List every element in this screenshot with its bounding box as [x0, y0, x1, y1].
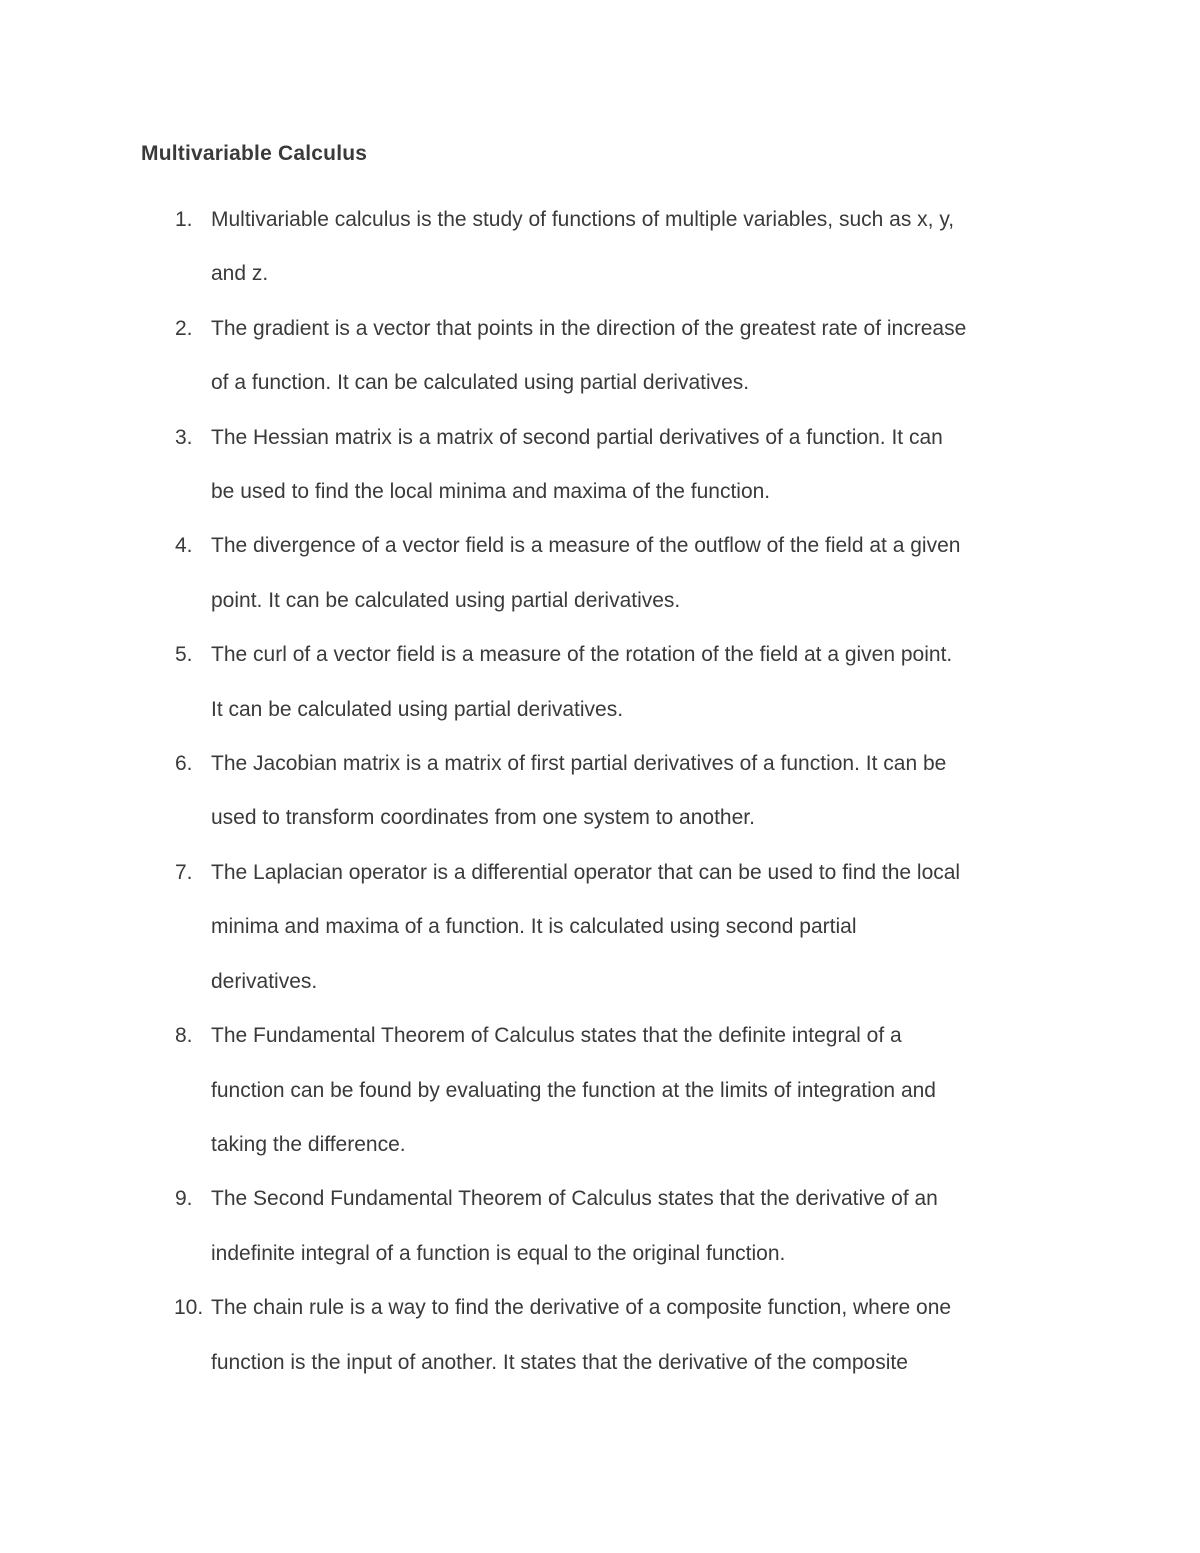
list-item — [0, 193, 1200, 302]
document-title: Multivariable Calculus — [141, 142, 368, 165]
list-item-line: taking the difference. — [211, 1132, 406, 1156]
list-item-text — [211, 846, 1071, 1009]
list-item-line: used to transform coordinates from one system to another. — [211, 806, 755, 830]
list-item-line: of a function. It can be calculated using partial derivatives. — [211, 371, 750, 395]
list-item-line: function can be found by evaluating the function at the limits of integration and — [211, 1078, 936, 1102]
list-item — [0, 1172, 1200, 1281]
list-item — [0, 1281, 1200, 1390]
list-item-line: The Laplacian operator is a differential operator that can be used to find the local — [211, 860, 961, 884]
list-item-line: The curl of a vector field is a measure of the rotation of the field at a given point. — [211, 643, 953, 667]
list-item-line: The Fundamental Theorem of Calculus states that the definite integral of a — [211, 1024, 902, 1048]
list-item — [0, 628, 1200, 737]
list-item-line: function is the input of another. It states that the derivative of the composite — [211, 1350, 908, 1374]
list-item-number: 6. — [175, 752, 193, 776]
list-item-text — [211, 411, 1071, 520]
list-item-number: 9. — [175, 1187, 193, 1211]
list-item-line: derivatives. — [211, 969, 318, 993]
list-item-line: The gradient is a vector that points in the direction of the greatest rate of increase — [211, 316, 967, 340]
list-item-line: The Hessian matrix is a matrix of second partial derivatives of a function. It can — [211, 425, 943, 449]
list-item-number: 2. — [175, 316, 193, 340]
list-item-text — [211, 628, 1071, 737]
list-item-text — [211, 1172, 1071, 1281]
list-item-text — [211, 737, 1071, 846]
list-item-number: 8. — [175, 1024, 193, 1048]
list-item-number: 10. — [174, 1296, 204, 1320]
list-item — [0, 737, 1200, 846]
list-item-line: indefinite integral of a function is equal to the original function. — [211, 1241, 786, 1265]
list-item-line: Multivariable calculus is the study of functions of multiple variables, such as x, y, — [211, 208, 955, 231]
list-item-line: The Second Fundamental Theorem of Calculus states that the derivative of an — [211, 1187, 938, 1211]
list-item-line: point. It can be calculated using partial derivatives. — [211, 588, 681, 612]
list-item — [0, 411, 1200, 520]
list-item-number: 7. — [175, 860, 193, 884]
list-item — [0, 846, 1200, 1009]
list-item-line: The Jacobian matrix is a matrix of first partial derivatives of a function. It can be — [211, 752, 947, 776]
numbered-list — [0, 193, 1200, 1390]
list-item-number: 4. — [175, 534, 193, 558]
list-item — [0, 1009, 1200, 1172]
list-item-number: 1. — [175, 208, 193, 231]
list-item-line: The divergence of a vector field is a measure of the outflow of the field at a given — [211, 534, 961, 558]
list-item — [0, 302, 1200, 411]
list-item-text — [211, 1281, 1071, 1390]
list-item-line: The chain rule is a way to find the derivative of a composite function, where one — [211, 1296, 952, 1320]
list-item-number: 3. — [175, 425, 193, 449]
list-item-text — [211, 302, 1071, 411]
list-item-text — [211, 519, 1071, 628]
list-item-line: be used to find the local minima and maxima of the function. — [211, 480, 771, 504]
list-item — [0, 519, 1200, 628]
list-item-number: 5. — [175, 643, 193, 667]
list-item-text — [211, 193, 1071, 302]
list-item-line: It can be calculated using partial derivatives. — [211, 697, 624, 721]
list-item-text — [211, 1009, 1071, 1172]
list-item-line: minima and maxima of a function. It is calculated using second partial — [211, 915, 857, 939]
list-item-line: and z. — [211, 262, 269, 286]
